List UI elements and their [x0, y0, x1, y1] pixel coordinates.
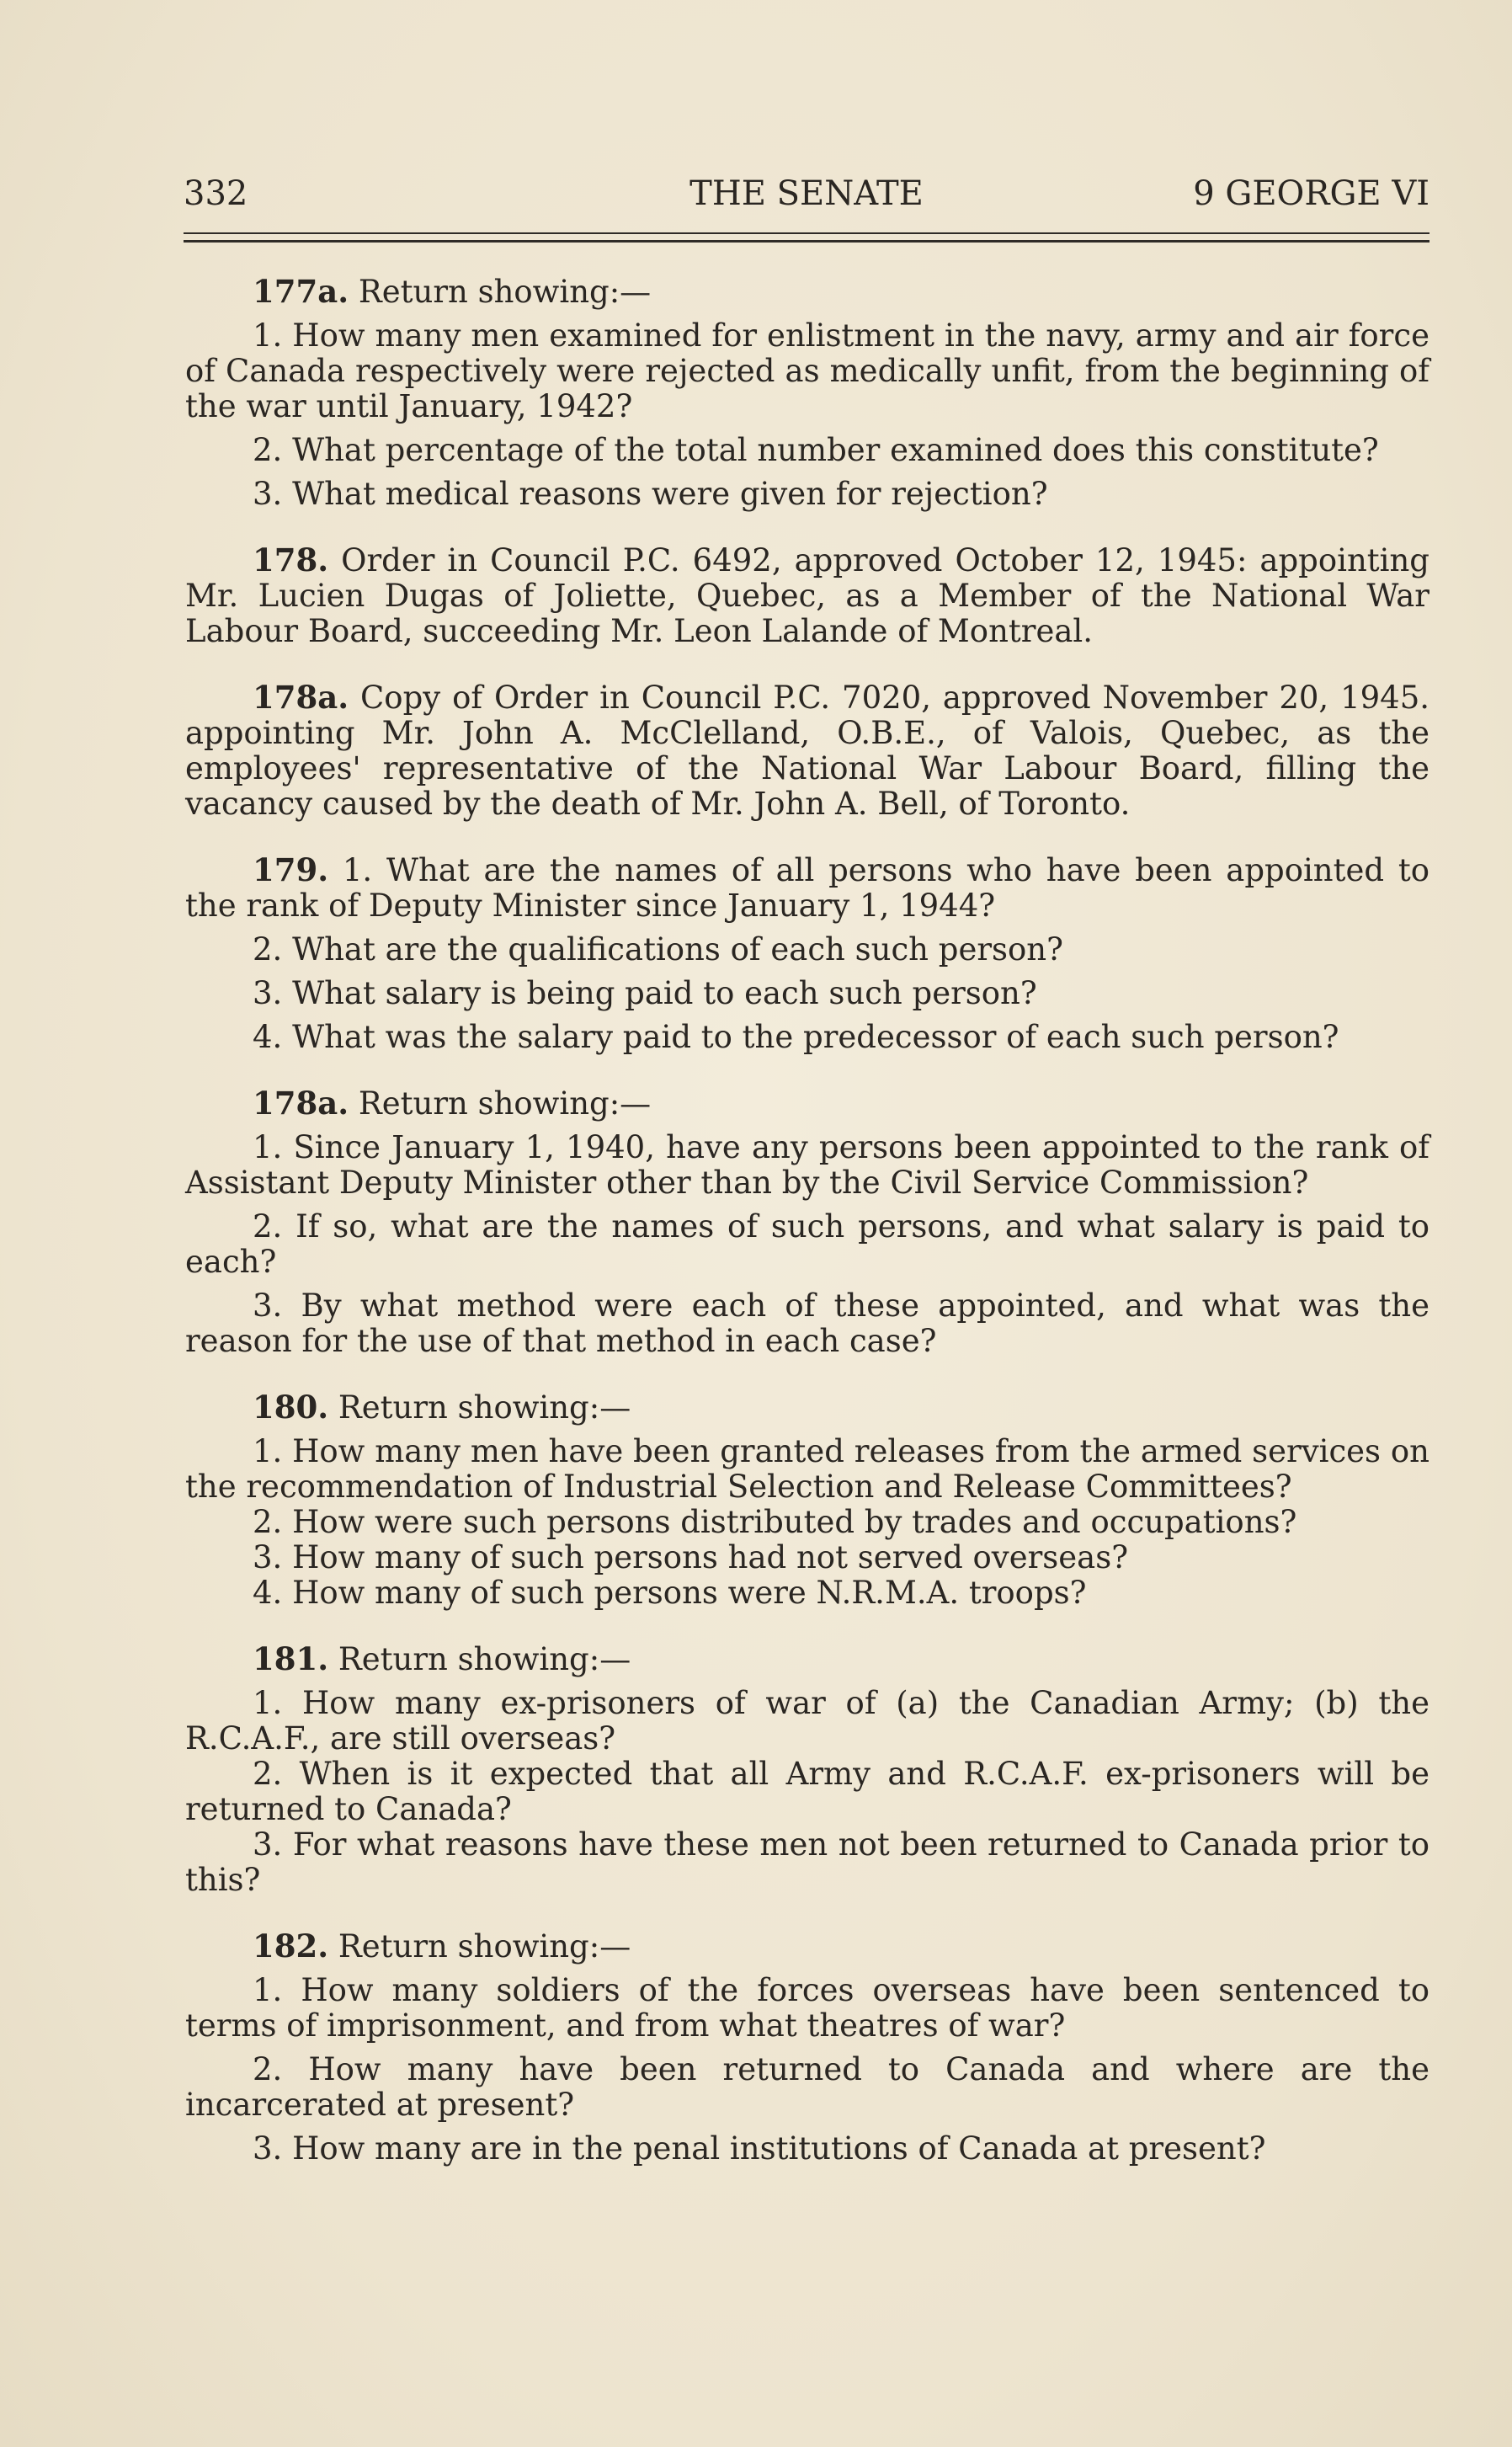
item-line: 1. What are the names of all persons who have been appointed to the rank of Deputy Minister since January 1, 1944?: [185, 852, 1429, 924]
item-number: 178a.: [253, 1085, 349, 1122]
item-line: 3. What salary is being paid to each such person?: [253, 975, 1037, 1011]
item-line: 2. If so, what are the names of such persons, and what salary is paid to each?: [185, 1208, 1429, 1280]
regnal-year: 9 GEORGE VI: [1193, 174, 1429, 213]
item-line: 2. How many have been returned to Canada and where are the incarcerated at present?: [185, 2051, 1429, 2123]
item-line: 1. How many men have been granted releases from the armed services on the recommendation of Industrial Selection and Release Committees?: [185, 1433, 1429, 1505]
item-line: 4. What was the salary paid to the predecessor of each such person?: [253, 1019, 1339, 1055]
item-number: 180.: [253, 1389, 329, 1426]
item-180: [185, 1389, 1429, 1611]
item-line: 1. How many ex-prisoners of war of (a) the Canadian Army; (b) the R.C.A.F., are still overseas?: [185, 1685, 1429, 1757]
item-line: Copy of Order in Council P.C. 7020, approved November 20, 1945. appointing Mr. John A. McClelland, O.B.E., of Valois, Quebec, as the employees' representative of the National War Labour Board, filling the vacancy caused by the death of Mr. John A. Bell, of Toronto.: [185, 680, 1430, 822]
item-line: 4. How many of such persons were N.R.M.A. troops?: [253, 1575, 1087, 1611]
running-header: [184, 168, 1429, 219]
item-182: [185, 1928, 1429, 2167]
item-line: Return showing:—: [358, 1085, 652, 1122]
item-178a-second: [185, 1085, 1429, 1359]
item-line: 2. When is it expected that all Army and R.C.A.F. ex-prisoners will be returned to Canada?: [185, 1756, 1429, 1827]
item-181: [185, 1641, 1429, 1898]
item-line: 1. How many soldiers of the forces overseas have been sentenced to terms of imprisonment, and from what theatres of war?: [185, 1972, 1429, 2044]
item-number: 177a.: [253, 273, 349, 310]
item-line: 2. What percentage of the total number examined does this constitute?: [253, 432, 1379, 468]
item-number: 182.: [253, 1927, 329, 1965]
item-line: Order in Council P.C. 6492, approved October 12, 1945: appointing Mr. Lucien Dugas of Joliette, Quebec, as a Member of the National War Labour Board, succeeding Mr. Leon Lalande of Montreal.: [185, 542, 1429, 649]
header-rule-thin: [184, 232, 1429, 234]
item-178: [185, 542, 1429, 649]
item-line: 2. What are the qualifications of each such person?: [253, 931, 1063, 968]
item-line: 3. How many are in the penal institutions of Canada at present?: [253, 2130, 1266, 2167]
page-number: 332: [184, 174, 248, 213]
item-line: 3. What medical reasons were given for rejection?: [253, 476, 1048, 512]
item-number: 178.: [253, 541, 329, 578]
item-line: 2. How were such persons distributed by trades and occupations?: [253, 1504, 1297, 1540]
item-179: [185, 852, 1429, 1055]
item-line: 3. How many of such persons had not served overseas?: [253, 1539, 1129, 1575]
item-line: Return showing:—: [338, 1928, 631, 1965]
item-line: 3. For what reasons have these men not been returned to Canada prior to this?: [185, 1826, 1429, 1898]
header-rule-thick: [184, 240, 1429, 243]
item-number: 181.: [253, 1640, 329, 1677]
running-title: THE SENATE: [689, 174, 924, 213]
page-body: [185, 274, 1429, 2197]
item-177a: [185, 274, 1429, 512]
item-line: Return showing:—: [358, 274, 652, 310]
item-number: 179.: [253, 851, 329, 888]
item-line: Return showing:—: [338, 1389, 631, 1426]
item-number: 178a.: [253, 679, 349, 716]
item-line: 1. Since January 1, 1940, have any persons been appointed to the rank of Assistant Deputy Minister other than by the Civil Service Commission?: [185, 1129, 1429, 1201]
item-line: 3. By what method were each of these appointed, and what was the reason for the use of that method in each case?: [185, 1287, 1429, 1359]
item-line: Return showing:—: [338, 1641, 631, 1677]
item-line: 1. How many men examined for enlistment in the navy, army and air force of Canada respectively were rejected as medically unfit, from the beginning of the war until January, 1942?: [185, 317, 1429, 424]
item-178a: [185, 680, 1429, 822]
